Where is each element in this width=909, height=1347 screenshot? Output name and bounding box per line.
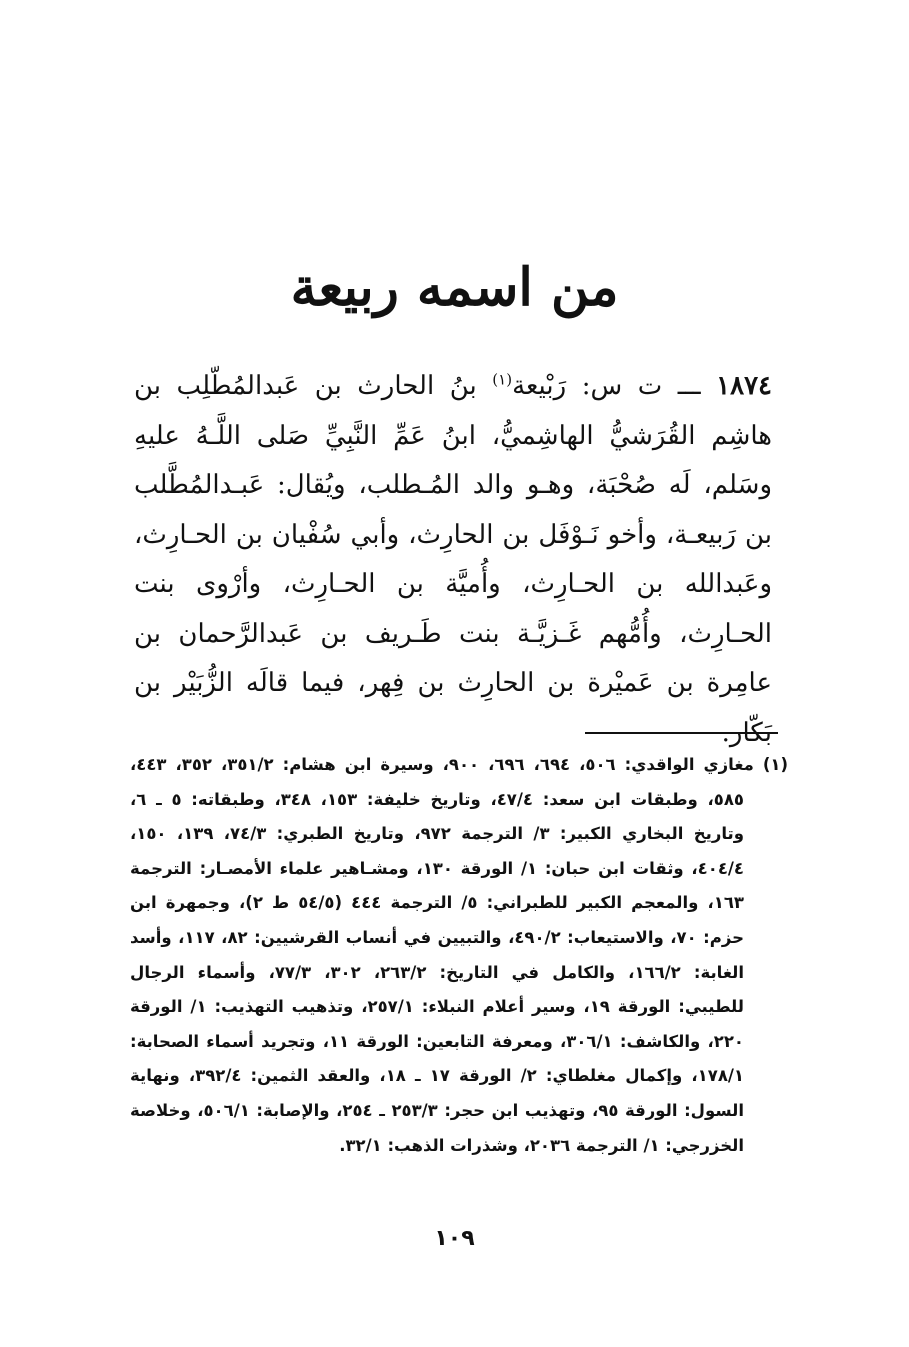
footnote-text: (١) مغازي الواقدي: ٥٠٦، ٦٩٤، ٦٩٦، ٩٠٠، وسيرة ابن هشام: ٣٥١/٢، ٣٥٢، ٤٤٣، ٥٨٥، وطبقات ابن سعد: ٤٧/٤، وتاريخ خليفة: ١٥٣، ٣٤٨، وطبقاته: ٥ ـ ٦، وتاريخ البخاري الكبير: ٣/ الترجمة ٩٧٢، وتاريخ الطبري: ٧٤/٣، ١٣٩، ١٥٠، ٤٠٤/٤، وثقات ابن حبان: ١/ الورقة ١٣٠، ومشـاهير علماء الأمصـار: الترجمة ١٦٣، والمعجم الكبير للطبراني: ٥/ الترجمة ٤٤٤ (٥٤/٥ ط ٢)، وجمهرة ابن حزم: ٧٠، والاستيعاب: ٤٩٠/٢، والتبيين في أنساب القرشيين: ٨٢، ١١٧، وأسد الغابة: ١٦٦/٢، والكامل في التاريخ: ٢٦٣/٢، ٣٠٢، ٧٧/٣، وأسماء الرجال للطيبي: الورقة ١٩، وسير أعلام النبلاء: ٢٥٧/١، وتذهيب التهذيب: ١/ الورقة ٢٢٠، والكاشف: ٣٠٦/١، ومعرفة التابعين: الورقة ١١، وتجريد أسماء الصحابة: ١٧٨/١، وإكمال مغلطاي: ٢/ الورقة ١٧ ـ ١٨، والعقد الثمين: ٣٩٢/٤، ونهاية السول: الورقة ٩٥، وتهذيب ابن حجر: ٢٥٣/٣ ـ ٢٥٤، والإصابة: ٥٠٦/١، وخلاصة الخزرجي: ١/ الترجمة ٢٠٣٦، وشذرات الذهب: ٣٢/١. [130, 755, 789, 1155]
footnote-marker[interactable]: (١) [492, 370, 513, 389]
entry-text-lead: ـــ ت س: رَبْيعة [512, 371, 717, 401]
entry-number: ١٨٧٤ [716, 371, 772, 401]
entry-paragraph [134, 362, 772, 758]
page-number: ١٠٩ [434, 1226, 475, 1251]
section-title: من اسمه ربيعة [290, 257, 619, 318]
footnote-separator [585, 732, 778, 734]
entry-text-body: بنُ الحارث بن عَبدالمُطّلِب بن هاشِم القُرَشيُّ الهاشِميُّ، ابنُ عَمِّ النَّبِيِّ صَلى اللَّـهُ عليهِ وسَلم، لَه صُحْبَة، وهـو والد المُـطلب، ويُقال: عَبـدالمُطَّلب بن رَبيعـة، وأخو نَـوْفَل بن الحارِث، وأبي سُفْيان بن الحـارِث، وعَبدالله بن الحـارِث، وأُميَّة بن الحـارِث، وأرْوى بنت الحـارِث، وأُمُّهم غَـزيَّـة بنت طَـريف بن عَبدالرَّحمان بن عامِرة بن عَميْرة بن الحارِث بن فِهر، فيما قالَه الزُّبَيْر بن بَكّار. [134, 371, 772, 748]
